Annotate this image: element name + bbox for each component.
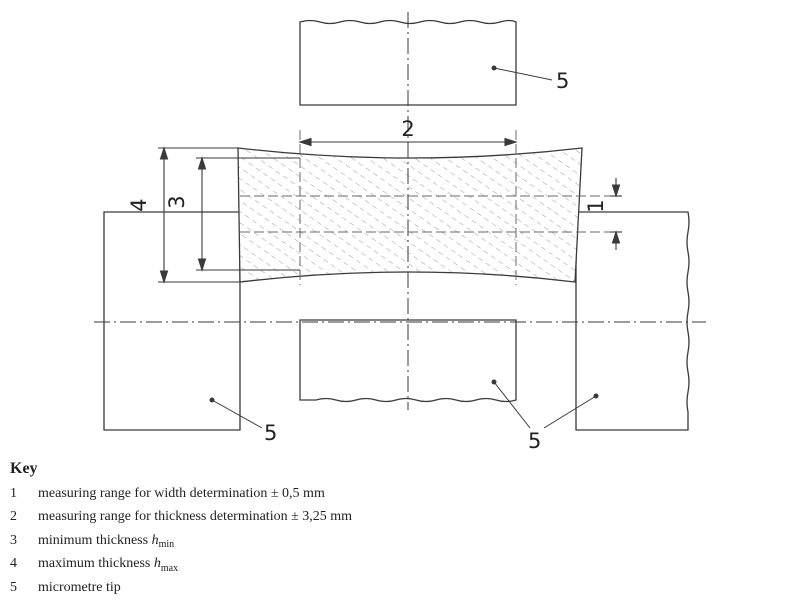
- key-item-text: micrometre tip: [38, 579, 121, 595]
- specimen: [230, 140, 590, 290]
- key-item-number: 3: [10, 532, 17, 548]
- key-title: Key: [10, 460, 38, 477]
- key-item: [10, 553, 352, 577]
- key-item: [10, 529, 352, 553]
- key-item-number: 5: [10, 579, 17, 595]
- key-item-text: measuring range for thickness determination ± 3,25 mm: [38, 509, 353, 525]
- callout-5-left: 5: [264, 421, 278, 445]
- callout-2: 2: [401, 117, 415, 141]
- key-item: [10, 506, 352, 530]
- key-item: [10, 576, 352, 600]
- key-item-text: maximum thickness: [38, 556, 154, 572]
- key: [10, 460, 352, 600]
- callout-5-bottom: 5: [528, 429, 542, 453]
- key-item-number: 1: [10, 485, 17, 501]
- callout-1: 1: [584, 199, 608, 213]
- key-item-symbol: h: [153, 556, 161, 572]
- key-item-number: 2: [10, 509, 17, 525]
- callout-5-top: 5: [556, 69, 570, 93]
- key-item-text: measuring range for width determination ± 0,5 mm: [38, 485, 325, 501]
- key-item-subscript: max: [160, 562, 179, 574]
- key-item-text: minimum thickness: [38, 532, 152, 548]
- left-anvil: [104, 212, 240, 430]
- callout-4: 4: [127, 198, 151, 212]
- key-item-subscript: min: [158, 539, 175, 551]
- callout-3: 3: [165, 195, 189, 209]
- key-item: [10, 482, 352, 506]
- key-item-symbol: h: [151, 532, 159, 548]
- key-item-number: 4: [10, 556, 17, 572]
